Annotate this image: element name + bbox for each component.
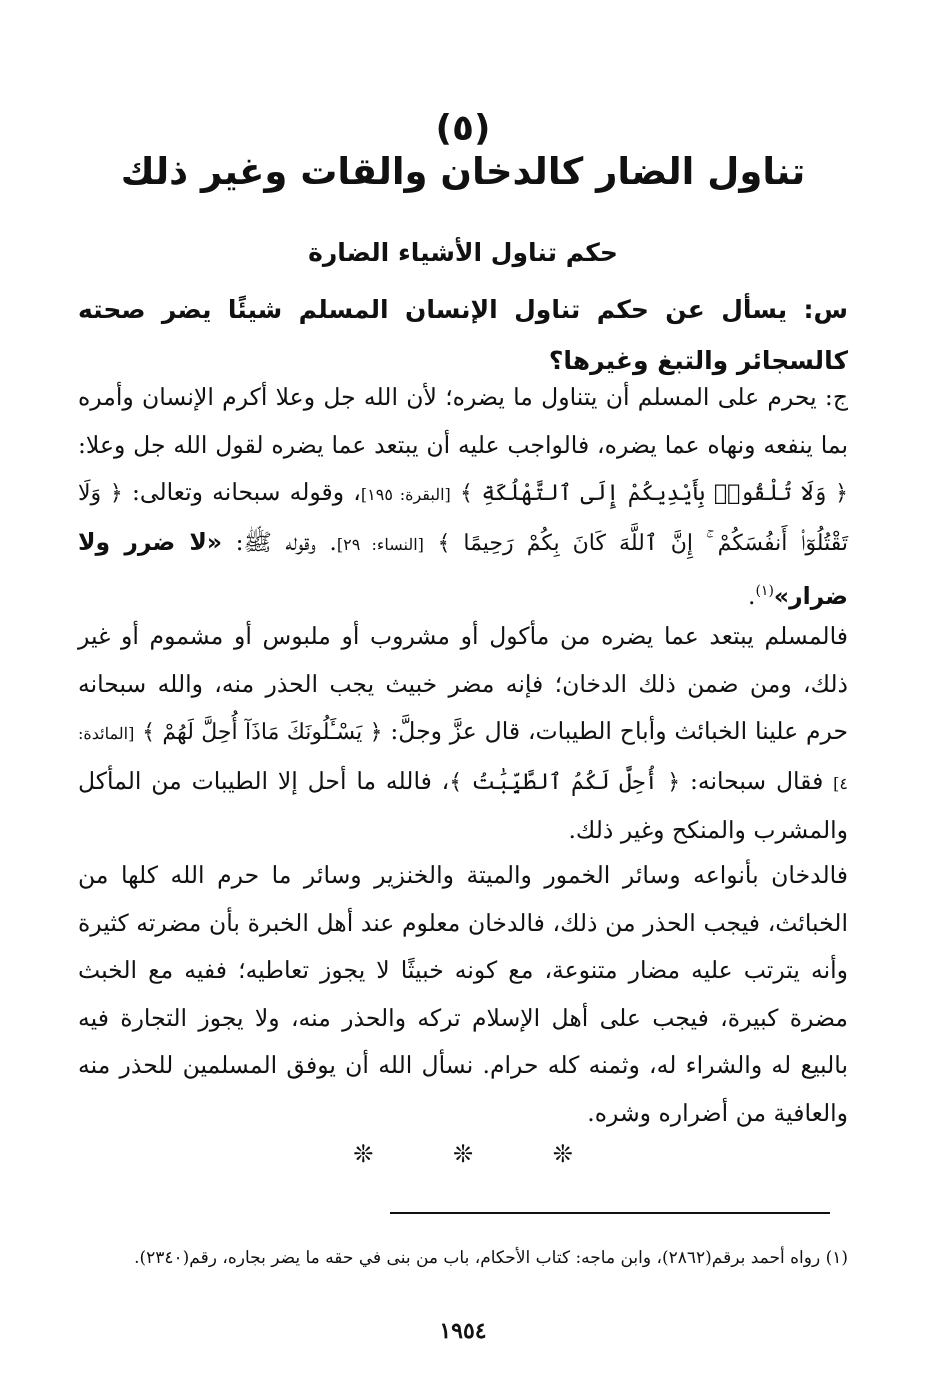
paragraph-2-text-3: ، فالله ما أحل إلا الطيبات من المأكل والمشرب والمنكح وغير ذلك. <box>78 766 848 845</box>
asterism-icon: ❊ <box>452 1140 474 1168</box>
quran-verse-tayyibat: ﴿ أُحِلَّ لَكُمُ ٱلطَّيِّبَٰتُ ﴾ <box>449 769 681 795</box>
answer-text-1: ج: يحرم على المسلم أن يتناول ما يضره؛ لأن الله جل وعلا أكرم الإنسان وأمره بما ينفعه ونهاه عما يضره، فالواجب عليه أن يبتعد عما يضره لقول الله جل وعلا: <box>78 383 848 459</box>
verse-reference: [البقرة: ١٩٥] <box>360 485 451 505</box>
quran-verse-baqarah: ﴿ وَلَا تُلْقُوا۟ بِأَيْدِيكُمْ إِلَى ٱلتَّهْلُكَةِ ﴾ <box>459 481 848 507</box>
paragraph-2 <box>78 613 848 855</box>
hadith-quote: «لا ضرر ولا ضرار» <box>78 527 848 611</box>
section-heading: حكم تناول الأشياء الضارة <box>308 238 618 267</box>
page-number: ١٩٥٤ <box>439 1318 487 1344</box>
answer-paragraph <box>78 374 848 621</box>
footnote-marker[interactable]: (١) <box>755 583 774 600</box>
book-page <box>78 0 848 1384</box>
verse-reference: [المائدة: ٤] <box>78 724 848 793</box>
asterism-icon: ❊ <box>552 1140 573 1168</box>
footnote-divider <box>390 1212 830 1214</box>
footnote: (١) رواه أحمد برقم(٢٨٦٢)، وابن ماجه: كتاب الأحكام، باب من بنى في حقه ما يضر بجاره، رقم(٢٣٤٠). <box>134 1248 848 1268</box>
quran-verse-nisa: ﴿ وَلَا تَقْتُلُوٓا۟ أَنفُسَكُمْ ۚ إِنَّ ٱللَّهَ كَانَ بِكُمْ رَحِيمًا ﴾ <box>78 481 848 556</box>
answer-text-3: . وقوله ﷺ: <box>235 527 337 556</box>
verse-reference: [النساء: ٢٩] <box>336 534 424 554</box>
section-separator <box>78 1140 848 1168</box>
paragraph-2-text-2: فقال سبحانه: <box>689 766 834 795</box>
chapter-number: (٥) <box>435 108 491 149</box>
question: س: يسأل عن حكم تناول الإنسان المسلم شيئًا يضر صحته كالسجائر والتبغ وغيرها؟ <box>78 295 848 375</box>
paragraph-3: فالدخان بأنواعه وسائر الخمور والميتة والخنزير وسائر ما حرم الله كلها من الخبائث، فيجب الحذر من ذلك، فالدخان معلوم عند أهل الخبرة بأن مضرته كثيرة وأنه يترتب عليه مضار متنوعة، مع كونه خبيثًا لا يجوز تعاطيه؛ ففيه مع الخبث مضرة كبيرة، فيجب على أهل الإسلام تركه والحذر منه، ولا يجوز التجارة فيه بالبيع له والشراء له، وثمنه كله حرام. نسأل الله أن يوفق المسلمين للحذر منه والعافية من أضراره وشره. <box>78 861 848 1127</box>
paragraph-2-text-1: فالمسلم يبتعد عما يضره من مأكول أو مشروب أو ملبوس أو مشموم أو غير ذلك، ومن ضمن ذلك الدخان؛ فإنه مضر خبيث يجب الحذر منه، والله سبحانه حرم علينا الخبائث وأباح الطيبات، قال عزَّ وجلَّ: <box>78 622 848 746</box>
asterism-icon: ❊ <box>353 1140 374 1168</box>
answer-text-2: ، وقوله سبحانه وتعالى: <box>131 478 361 507</box>
quran-verse-maidah: ﴿ يَسْـَٔلُونَكَ مَاذَآ أُحِلَّ لَهُمْ ﴾ <box>142 720 383 746</box>
answer-end: . <box>747 582 756 611</box>
chapter-title: تناول الضار كالدخان والقات وغير ذلك <box>120 150 806 193</box>
